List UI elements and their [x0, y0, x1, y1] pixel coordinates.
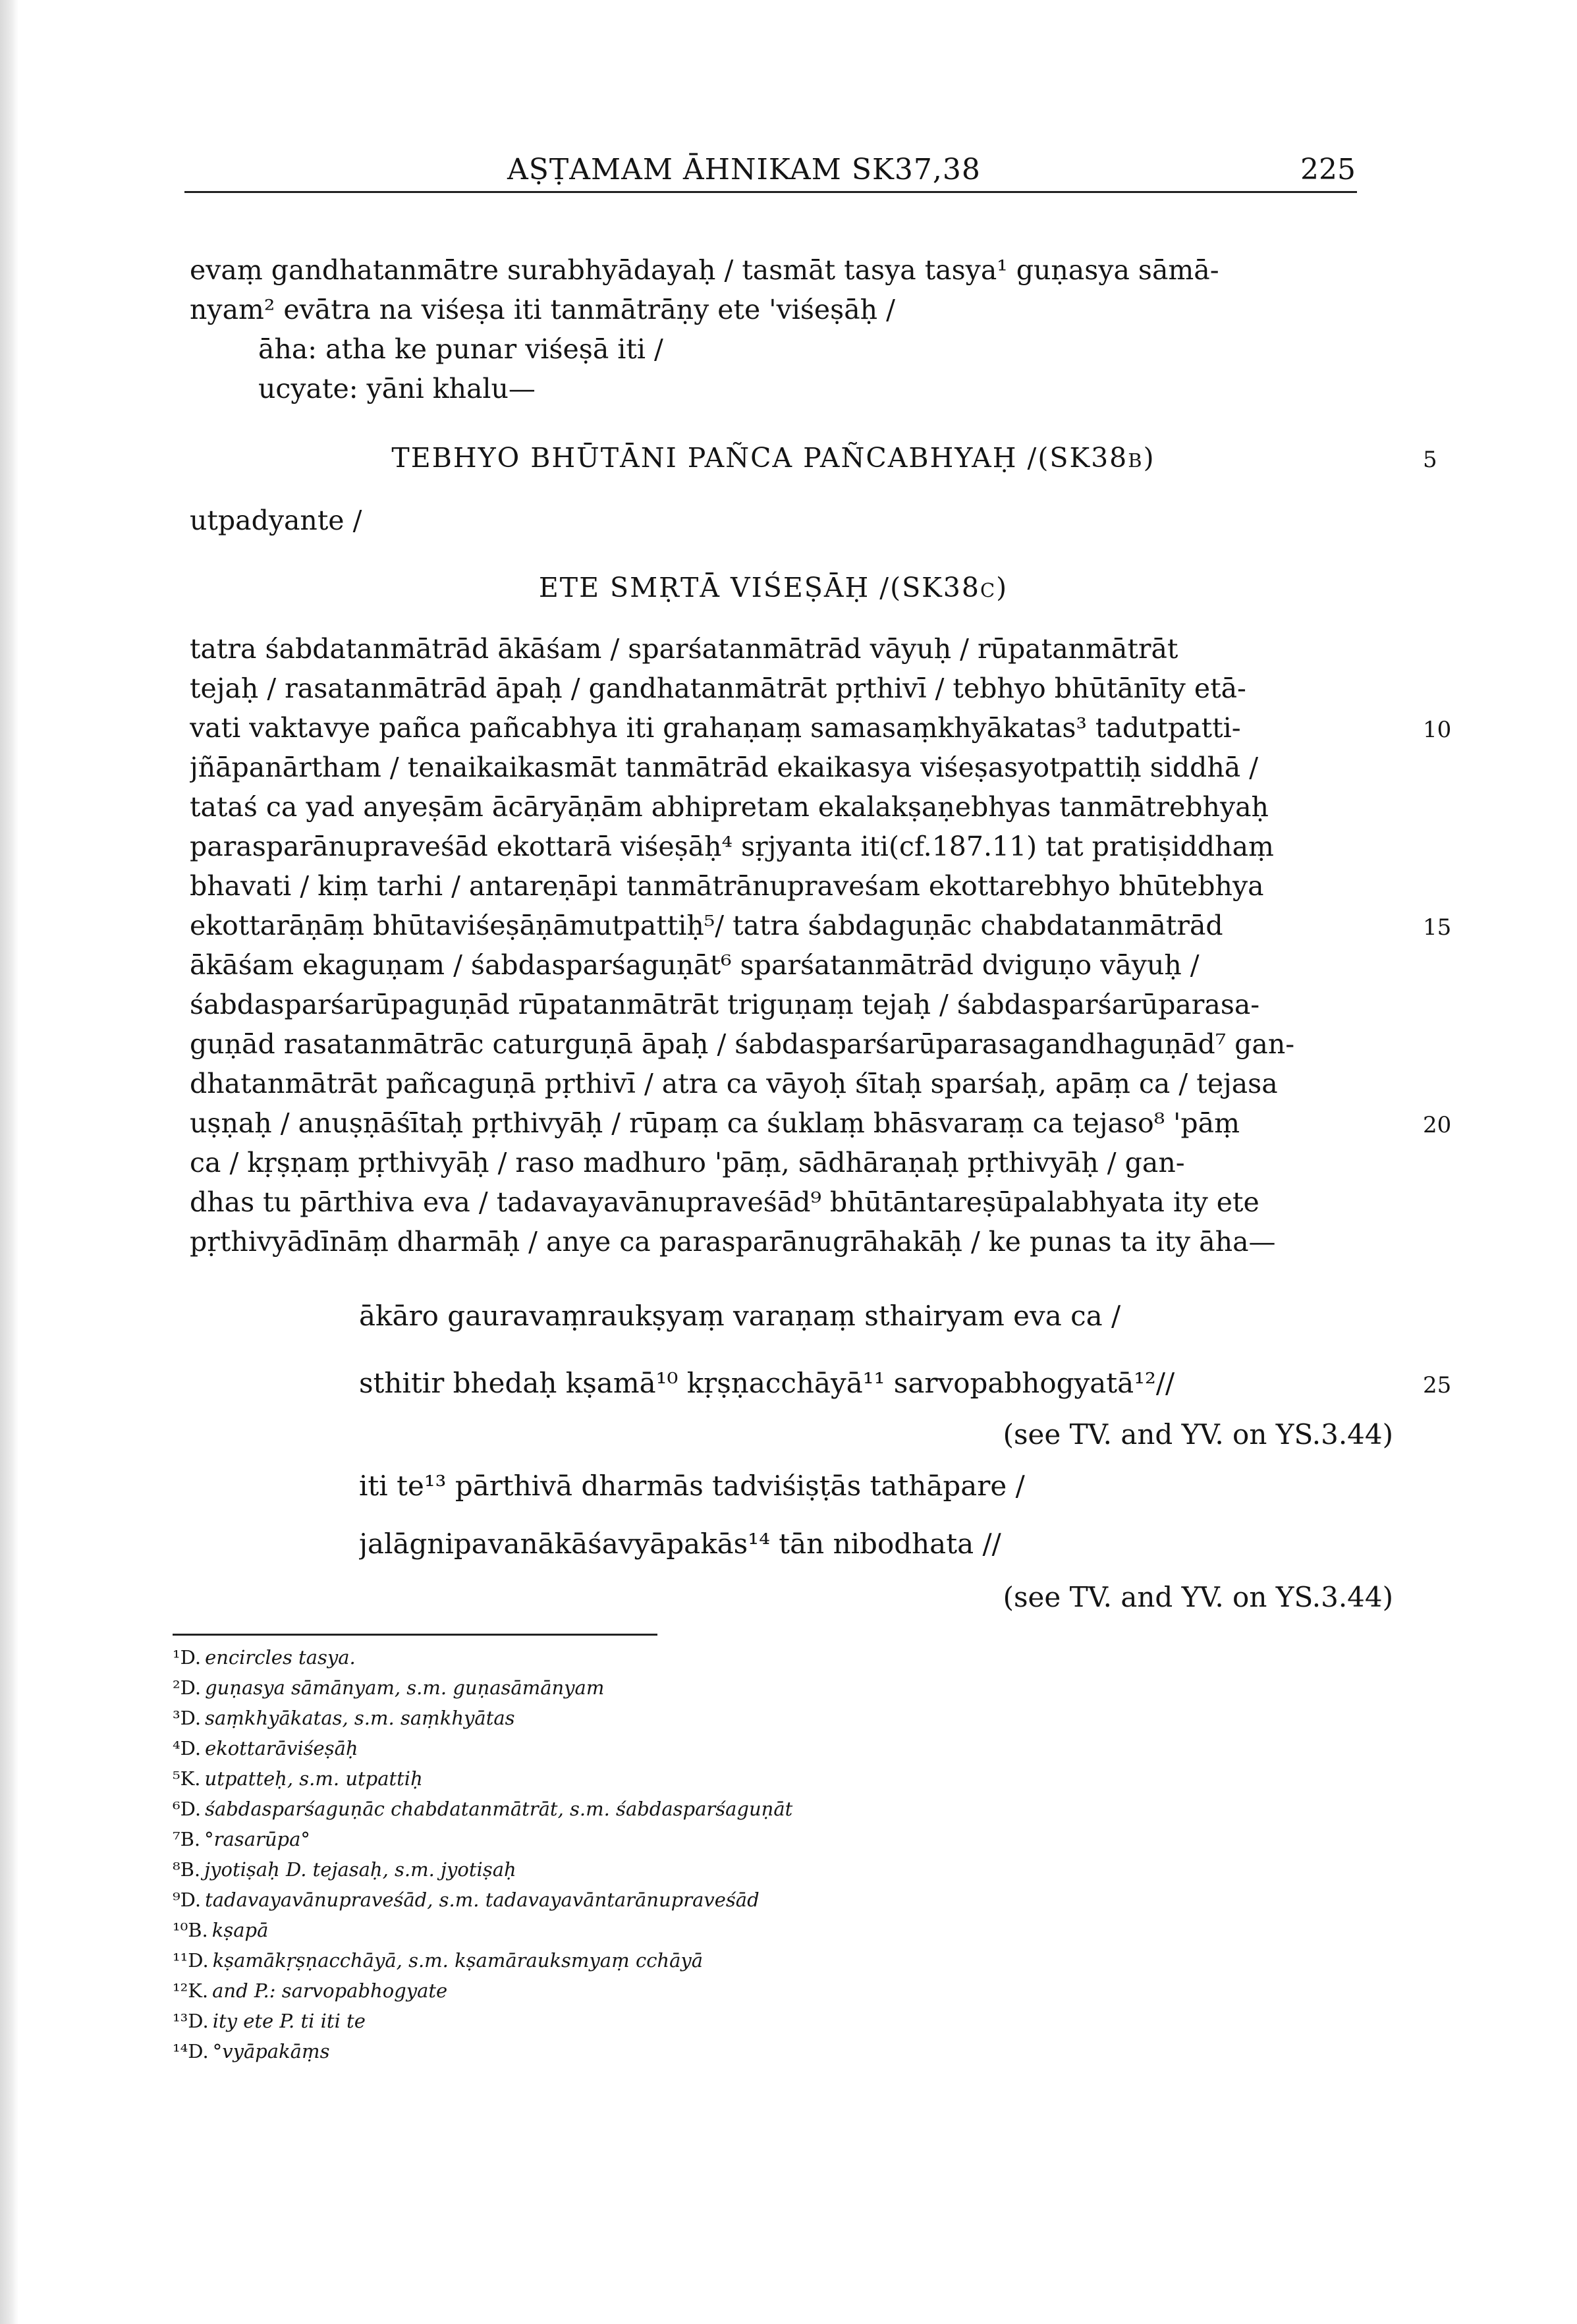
text-line-18: guṇād rasatanmātrāc caturguṇā āpaḥ / śabdasparśarūparasagandhaguṇād⁷ gan-: [190, 1028, 1295, 1060]
footnote-mark: ¹D.: [173, 1646, 202, 1669]
footnote-text: tadavayavānupraveśād, s.m. tadavayavāntarānupraveśād: [205, 1889, 760, 1911]
line-number-10: 10: [1423, 717, 1452, 743]
footnote-12: [173, 1979, 1227, 2003]
footnote-text: utpatteḥ, s.m. utpattiḥ: [204, 1767, 423, 1790]
footnote-mark: ¹⁴D.: [173, 2040, 209, 2062]
footnote-text: encircles tasya.: [205, 1646, 356, 1669]
footnote-mark: ⁸B.: [173, 1858, 201, 1881]
text-line-17: śabdasparśarūpaguṇād rūpatanmātrāt triguṇaṃ tejaḥ / śabdasparśarūparasa-: [190, 989, 1260, 1020]
footnote-mark: ⁴D.: [173, 1737, 202, 1759]
text-line-6: utpadyante /: [190, 505, 362, 536]
verse-reference-2: (see TV. and YV. on YS.3.44): [1003, 1581, 1393, 1613]
footnote-rule: [173, 1634, 657, 1636]
footnote-text: ity ete P. ti iti te: [212, 2010, 366, 2032]
header-title: AṢṬAMAM ĀHNIKAM SK37,38: [507, 153, 981, 186]
text-line-9: tejaḥ / rasatanmātrād āpaḥ / gandhatanmātrāt pṛthivī / tebhyo bhūtānīty etā-: [190, 673, 1246, 704]
footnote-9: [173, 1888, 1227, 1912]
text-line-1: evaṃ gandhatanmātre surabhyādayaḥ / tasmāt tasya tasya¹ guṇasya sāmā-: [190, 254, 1219, 286]
text-line-13: parasparānupraveśād ekottarā viśeṣāḥ⁴ sṛjyanta iti(cf.187.11) tat pratiṣiddhaṃ: [190, 831, 1274, 862]
footnote-mark: ⁷B.: [173, 1828, 201, 1850]
footnote-mark: ¹²K.: [173, 1979, 209, 2002]
line-number-5: 5: [1423, 447, 1437, 473]
running-header: [184, 150, 1357, 193]
footnote-text: and P.: sarvopabhogyate: [212, 1979, 448, 2002]
footnote-mark: ²D.: [173, 1676, 202, 1699]
footnote-text: ekottarāviśeṣāḥ: [205, 1737, 358, 1759]
footnote-2: [173, 1676, 1227, 1700]
text-line-23: pṛthivyādīnāṃ dharmāḥ / anye ca parasparānugrāhakāḥ / ke punas ta ity āha—: [190, 1226, 1276, 1258]
verse-reference-1: (see TV. and YV. on YS.3.44): [1003, 1418, 1393, 1451]
karika-heading-sk38c: ETE SMṚTĀ VIŚEṢĀḤ /(SK38c): [538, 572, 1009, 603]
verse-line-3: iti te¹³ pārthivā dharmās tadviśiṣṭās tathāpare /: [359, 1470, 1025, 1502]
footnote-13: [173, 2009, 1227, 2033]
karika-heading-sk38b: TEBHYO BHŪTĀNI PAÑCA PAÑCABHYAḤ /(SK38b): [391, 442, 1155, 474]
verse-line-2: sthitir bhedaḥ kṣamā¹⁰ kṛṣṇacchāyā¹¹ sarvopabhogyatā¹²//: [359, 1367, 1175, 1399]
footnote-text: kṣamākṛṣṇacchāyā, s.m. kṣamārauksmyaṃ cchāyā: [212, 1949, 704, 1972]
text-line-10: vati vaktavye pañca pañcabhya iti grahaṇaṃ samasaṃkhyākatas³ tadutpatti-: [190, 712, 1241, 744]
footnote-text: kṣapā: [211, 1919, 269, 1941]
footnote-8: [173, 1858, 1227, 1881]
footnote-10: [173, 1918, 1227, 1942]
footnote-1: [173, 1646, 1227, 1669]
footnote-5: [173, 1767, 1227, 1790]
line-number-20: 20: [1423, 1112, 1452, 1138]
line-number-25: 25: [1423, 1372, 1452, 1398]
footnote-text: °vyāpakāṃs: [212, 2040, 330, 2062]
footnote-text: śabdasparśaguṇāc chabdatanmātrāt, s.m. śabdasparśaguṇāt: [205, 1798, 793, 1820]
footnote-mark: ⁹D.: [173, 1889, 202, 1911]
line-number-15: 15: [1423, 914, 1452, 941]
text-line-8: tatra śabdatanmātrād ākāśam / sparśatanmātrād vāyuḥ / rūpatanmātrāt: [190, 633, 1178, 665]
verse-line-1: ākāro gauravaṃraukṣyaṃ varaṇaṃ sthairyam eva ca /: [359, 1300, 1121, 1332]
text-line-4: ucyate: yāni khalu—: [258, 373, 536, 404]
text-line-3: āha: atha ke punar viśeṣā iti /: [258, 333, 663, 365]
text-line-19: dhatanmātrāt pañcaguṇā pṛthivī / atra ca vāyoḥ śītaḥ sparśaḥ, apāṃ ca / tejasa: [190, 1068, 1278, 1099]
footnote-mark: ⁶D.: [173, 1798, 202, 1820]
text-line-14: bhavati / kiṃ tarhi / antareṇāpi tanmātrānupraveśam ekottarebhyo bhūtebhya: [190, 870, 1264, 902]
footnote-4: [173, 1736, 1227, 1760]
text-line-22: dhas tu pārthiva eva / tadavayavānupraveśād⁹ bhūtāntareṣūpalabhyata ity ete: [190, 1186, 1259, 1218]
text-line-2: nyam² evātra na viśeṣa iti tanmātrāṇy ete 'viśeṣāḥ /: [190, 294, 895, 325]
text-line-12: tataś ca yad anyeṣām ācāryāṇām abhipretam ekalakṣaṇebhyas tanmātrebhyaḥ: [190, 791, 1269, 823]
text-line-20: uṣṇaḥ / anuṣṇāśītaḥ pṛthivyāḥ / rūpaṃ ca śuklaṃ bhāsvaraṃ ca tejaso⁸ 'pāṃ: [190, 1107, 1240, 1139]
footnote-text: °rasarūpa°: [204, 1828, 310, 1850]
footnote-6: [173, 1797, 1227, 1821]
footnote-mark: ⁵K.: [173, 1767, 201, 1790]
page-number: 225: [1300, 153, 1356, 186]
footnote-mark: ¹¹D.: [173, 1949, 209, 1972]
footnote-3: [173, 1706, 1227, 1730]
verse-line-4: jalāgnipavanākāśavyāpakās¹⁴ tān nibodhata //: [359, 1528, 1001, 1560]
footnote-7: [173, 1827, 1227, 1851]
footnote-mark: ¹⁰B.: [173, 1919, 208, 1941]
footnote-11: [173, 1949, 1227, 1972]
footnote-text: jyotiṣaḥ D. tejasaḥ, s.m. jyotiṣaḥ: [204, 1858, 516, 1881]
text-line-21: ca / kṛṣṇaṃ pṛthivyāḥ / raso madhuro 'pāṃ, sādhāraṇaḥ pṛthivyāḥ / gan-: [190, 1147, 1185, 1178]
text-line-11: jñāpanārtham / tenaikaikasmāt tanmātrād ekaikasya viśeṣasyotpattiḥ siddhā /: [190, 752, 1259, 783]
footnote-14: [173, 2039, 1227, 2063]
footnote-mark: ³D.: [173, 1707, 202, 1729]
footnote-text: saṃkhyākatas, s.m. saṃkhyātas: [205, 1707, 515, 1729]
scan-margin-shadow: [0, 0, 18, 2324]
text-line-15: ekottarāṇāṃ bhūtaviśeṣāṇāmutpattiḥ⁵/ tatra śabdaguṇāc chabdatanmātrād: [190, 910, 1223, 941]
footnote-mark: ¹³D.: [173, 2010, 209, 2032]
footnote-text: guṇasya sāmānyam, s.m. guṇasāmānyam: [205, 1676, 605, 1699]
text-line-16: ākāśam ekaguṇam / śabdasparśaguṇāt⁶ sparśatanmātrād dviguṇo vāyuḥ /: [190, 949, 1200, 981]
